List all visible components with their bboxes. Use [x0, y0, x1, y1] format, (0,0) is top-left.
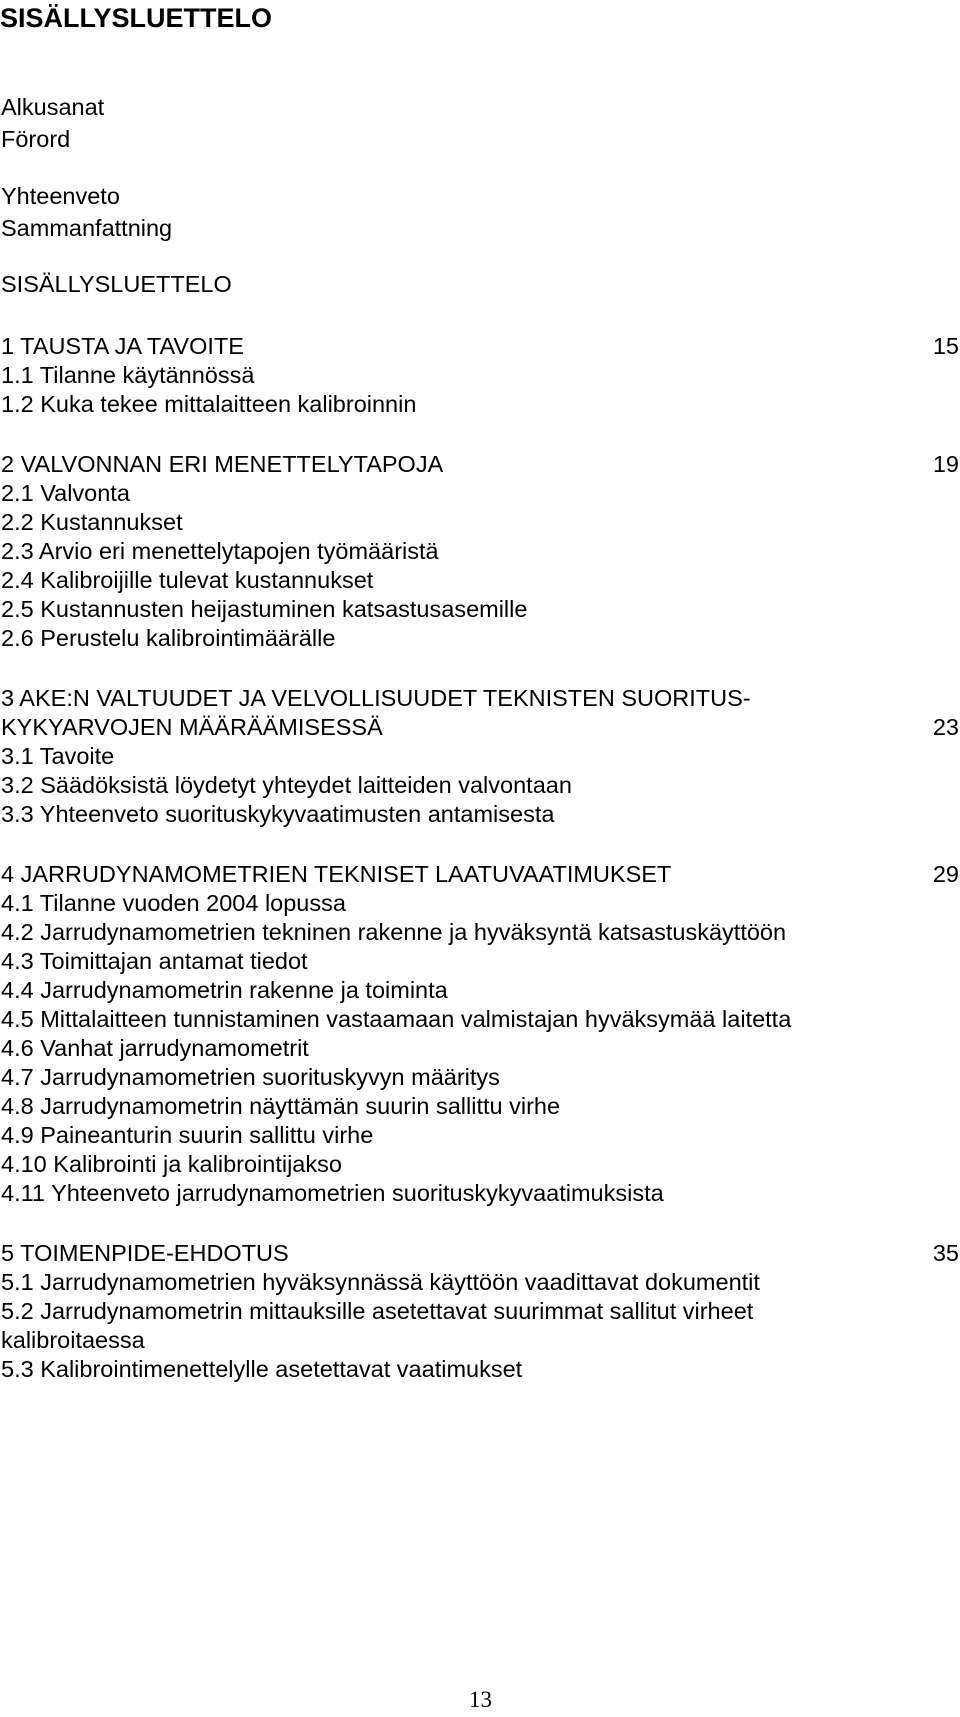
toc-entry-text: kalibroitaessa — [1, 1327, 145, 1353]
toc-entry-text: 4.11 Yhteenveto jarrudynamometrien suorituskykyvaatimuksista — [1, 1180, 664, 1206]
toc-page-number: 29 — [932, 861, 959, 887]
toc-section — [1, 564, 959, 596]
toc-entry-text: 2.5 Kustannusten heijastuminen katsastusasemille — [1, 596, 528, 622]
toc-entry-text: 3.1 Tavoite — [1, 743, 115, 769]
toc-entry-text: 4.7 Jarrudynamometrien suorituskyvyn määritys — [1, 1064, 500, 1090]
toc-chapter — [1, 1237, 959, 1269]
toc-entry-text: 4.3 Toimittajan antamat tiedot — [1, 948, 308, 974]
toc-chapter — [1, 711, 959, 743]
toc-entry-text: 4.9 Paineanturin suurin sallittu virhe — [1, 1122, 374, 1148]
front-matter-line: Sammanfattning — [1, 215, 173, 241]
toc-entry-text: 5.1 Jarrudynamometrien hyväksynnässä käyttöön vaadittavat dokumentit — [1, 1269, 760, 1295]
toc-page-number: 23 — [932, 714, 959, 740]
toc-chapter — [1, 682, 959, 714]
toc-section — [1, 1119, 959, 1151]
toc-section — [1, 1003, 959, 1035]
toc-section — [1, 916, 959, 948]
toc-entry-text: 4.8 Jarrudynamometrin näyttämän suurin sallittu virhe — [1, 1093, 561, 1119]
toc-section — [1, 945, 959, 977]
toc-entry-text: 4.5 Mittalaitteen tunnistaminen vastaamaan valmistajan hyväksymää laitetta — [1, 1006, 792, 1032]
toc-section — [1, 1032, 959, 1064]
toc-entry-text: 2.3 Arvio eri menettelytapojen työmääristä — [1, 538, 439, 564]
toc-entry-text: 2.4 Kalibroijille tulevat kustannukset — [1, 567, 374, 593]
front-matter-line: SISÄLLYSLUETTELO — [1, 271, 232, 297]
toc-entry-text: 5.3 Kalibrointimenettelylle asetettavat vaatimukset — [1, 1356, 523, 1382]
toc-page-number: 19 — [932, 451, 959, 477]
toc-page-number: 35 — [932, 1240, 959, 1266]
toc-entry-text: 5.2 Jarrudynamometrin mittauksille asetettavat suurimmat sallitut virheet — [1, 1298, 754, 1324]
toc-section — [1, 535, 959, 567]
toc-entry-text: 4 JARRUDYNAMOMETRIEN TEKNISET LAATUVAATIMUKSET — [1, 861, 672, 887]
toc-section — [1, 1148, 959, 1180]
toc-section — [1, 1177, 959, 1209]
toc-section — [1, 477, 959, 509]
front-matter-block — [1, 180, 172, 244]
toc-entry-text: 3.2 Säädöksistä löydetyt yhteydet laitteiden valvontaan — [1, 772, 572, 798]
page-title: SISÄLLYSLUETTELO — [0, 3, 273, 33]
toc-entry-text: 4.4 Jarrudynamometrin rakenne ja toiminta — [1, 977, 448, 1003]
toc-entry-text: 5 TOIMENPIDE-EHDOTUS — [1, 1240, 289, 1266]
toc-section — [1, 1266, 959, 1298]
front-matter-line: Förord — [1, 126, 71, 152]
toc-section — [1, 887, 959, 919]
front-matter-line: Alkusanat — [1, 94, 105, 120]
toc-entry-text: 2 VALVONNAN ERI MENETTELYTAPOJA — [1, 451, 444, 477]
toc-section — [1, 769, 959, 801]
front-matter-line: Yhteenveto — [1, 183, 120, 209]
toc-section — [1, 388, 959, 420]
toc-entry-text: 4.2 Jarrudynamometrien tekninen rakenne ja hyväksyntä katsastuskäyttöön — [1, 919, 787, 945]
toc-entry-text: 1.1 Tilanne käytännössä — [1, 362, 255, 388]
toc-section — [1, 1353, 959, 1385]
toc-section — [1, 1090, 959, 1122]
toc-section — [1, 740, 959, 772]
toc-entry-text: 4.6 Vanhat jarrudynamometrit — [1, 1035, 309, 1061]
toc-entry-text: 2.2 Kustannukset — [1, 509, 183, 535]
toc-entry-text: 2.1 Valvonta — [1, 480, 130, 506]
toc-page-number: 15 — [932, 333, 959, 359]
toc-section — [1, 593, 959, 625]
toc-section — [1, 359, 959, 391]
toc-section — [1, 506, 959, 538]
toc-chapter — [1, 858, 959, 890]
footer-page-number: 13 — [469, 1687, 492, 1712]
toc-entry-text: 4.1 Tilanne vuoden 2004 lopussa — [1, 890, 346, 916]
toc-section — [1, 798, 959, 830]
toc-entry-text: 3.3 Yhteenveto suorituskykyvaatimusten antamisesta — [1, 801, 555, 827]
toc-entry-text: 4.10 Kalibrointi ja kalibrointijakso — [1, 1151, 342, 1177]
toc-section — [1, 974, 959, 1006]
front-matter-block — [1, 268, 232, 300]
toc-section — [1, 1324, 959, 1356]
front-matter-block — [1, 91, 104, 155]
toc-entry-text: 2.6 Perustelu kalibrointimäärälle — [1, 625, 336, 651]
toc-section — [1, 1061, 959, 1093]
toc-chapter — [1, 330, 959, 362]
toc-chapter — [1, 448, 959, 480]
toc-entry-text: 1 TAUSTA JA TAVOITE — [1, 333, 244, 359]
toc-entry-text: 3 AKE:N VALTUUDET JA VELVOLLISUUDET TEKNISTEN SUORITUS- — [1, 685, 751, 711]
toc-section — [1, 622, 959, 654]
toc-entry-text: 1.2 Kuka tekee mittalaitteen kalibroinnin — [1, 391, 417, 417]
toc-section — [1, 1295, 959, 1327]
toc-entry-text: KYKYARVOJEN MÄÄRÄÄMISESSÄ — [1, 714, 383, 740]
